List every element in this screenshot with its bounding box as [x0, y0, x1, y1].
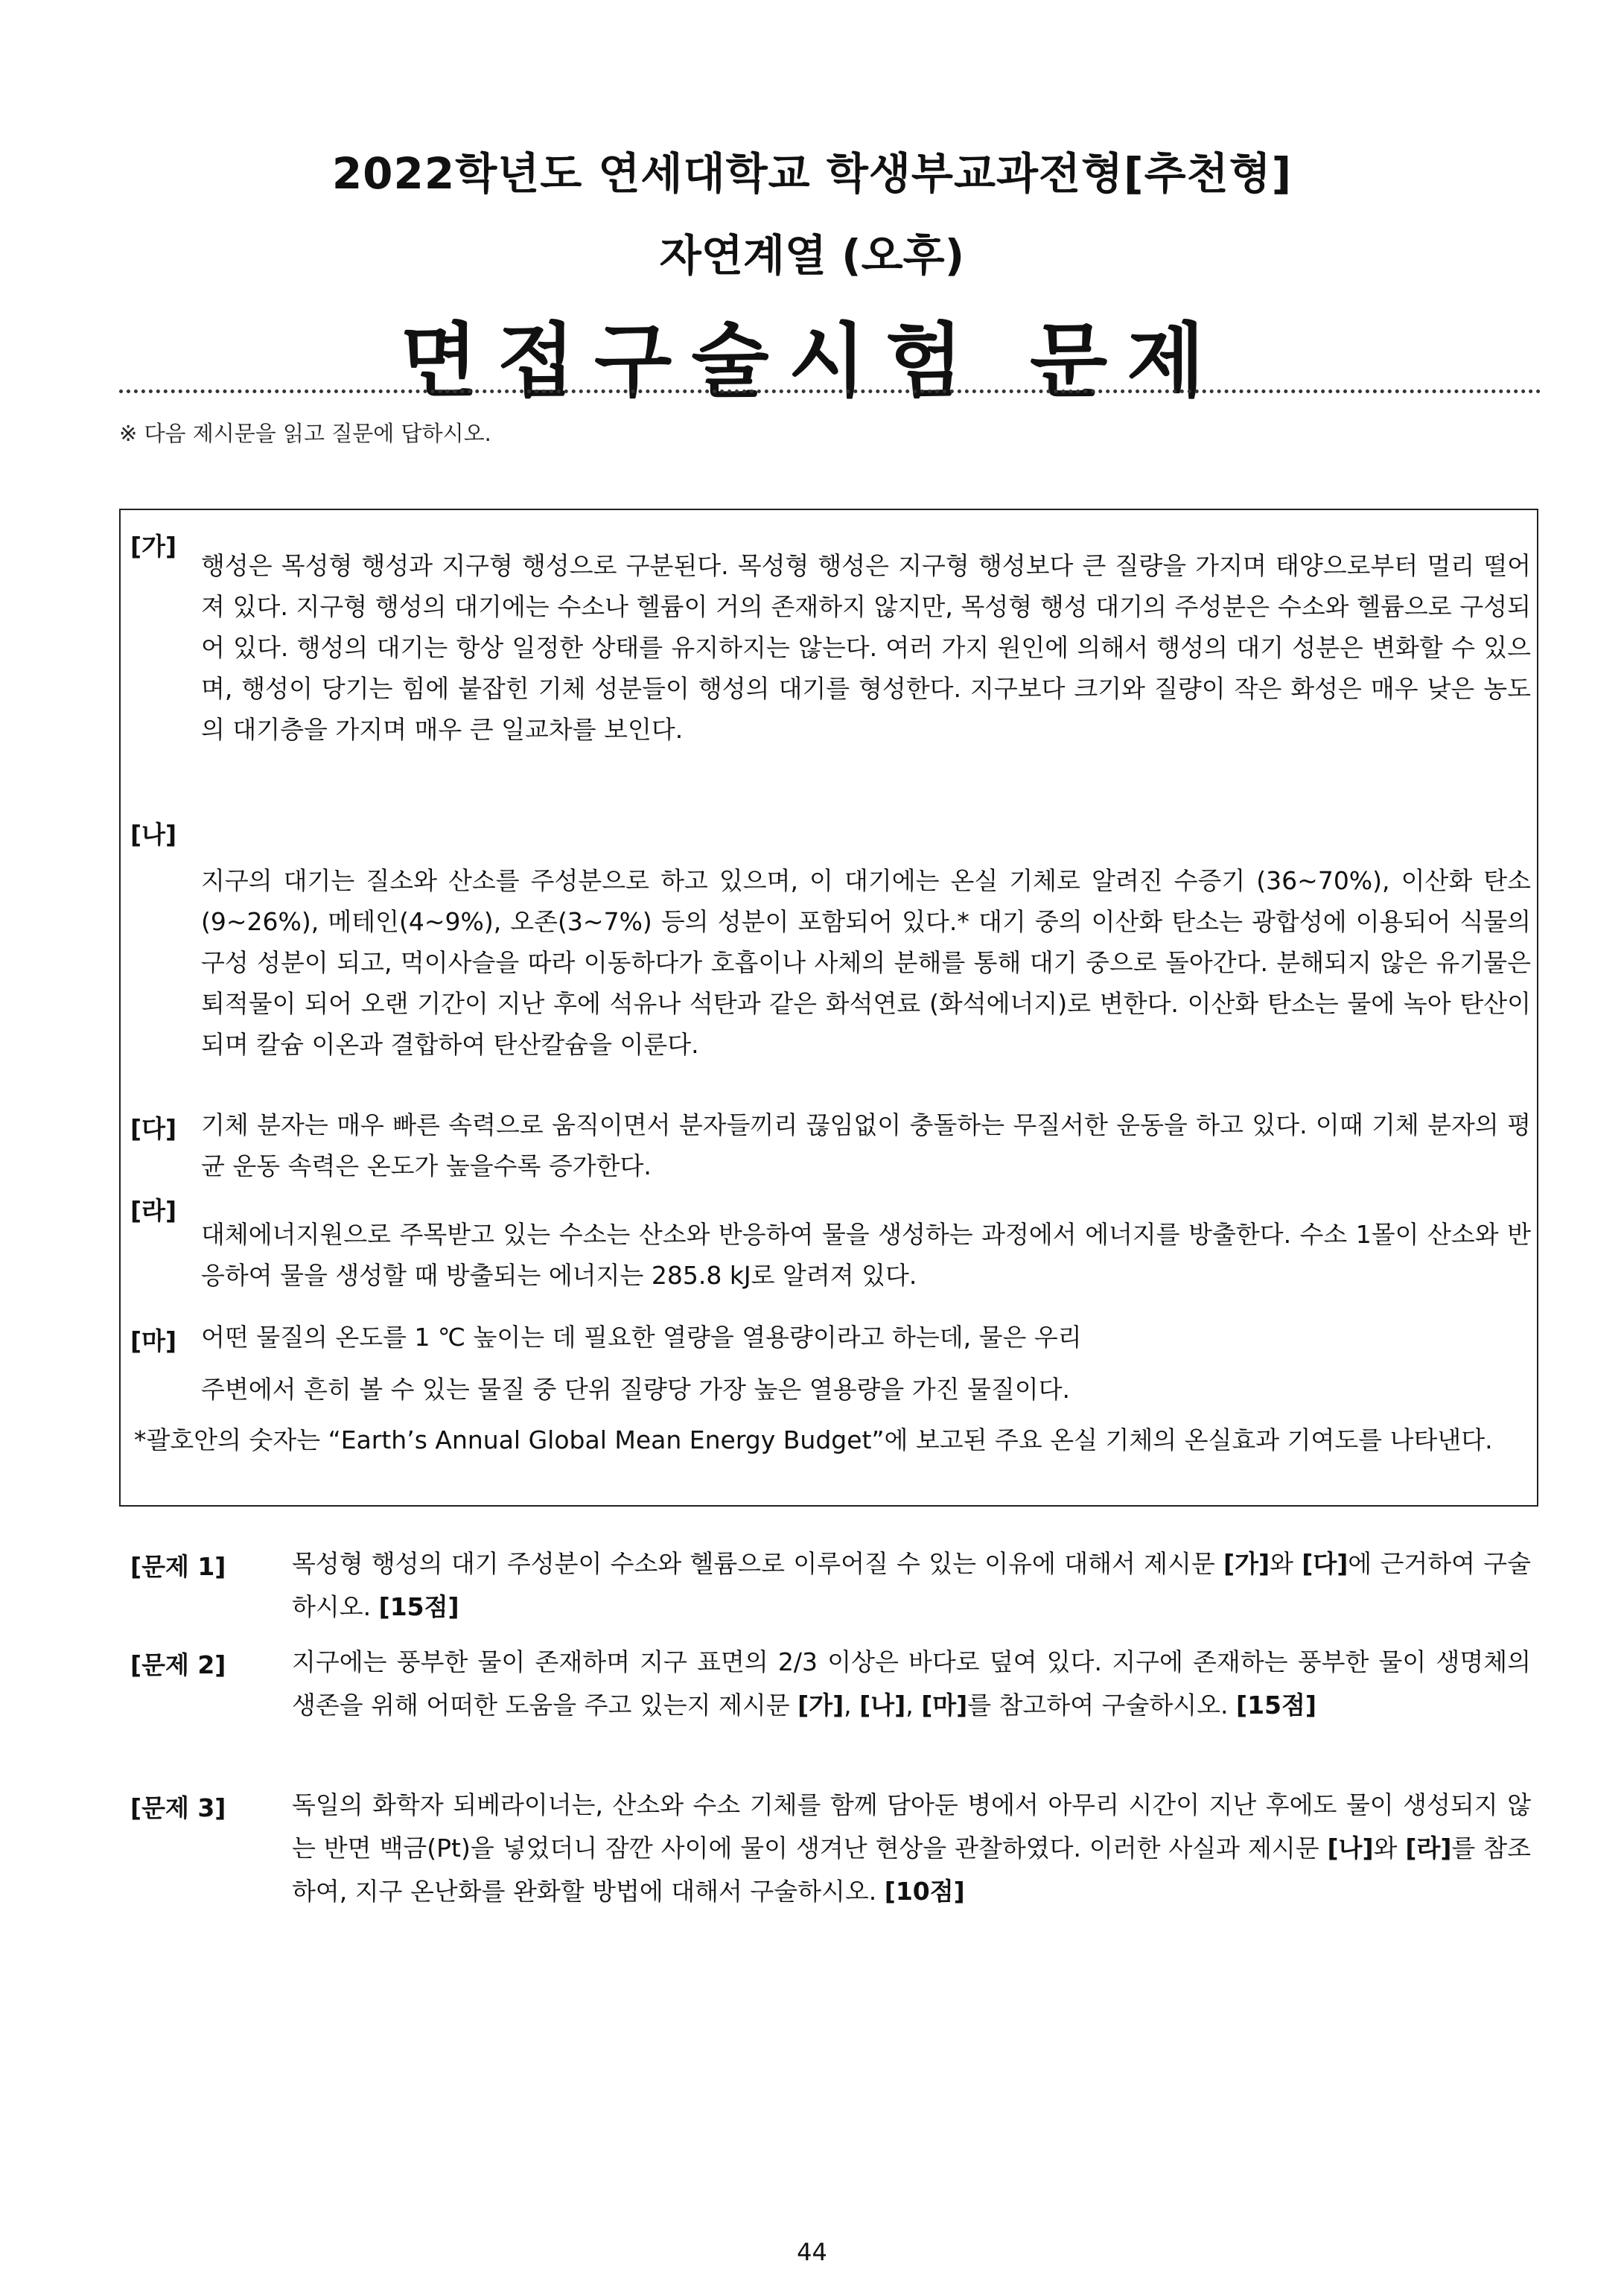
exam-title-line1: 2022학년도 연세대학교 학생부교과전형[추천형]	[331, 148, 1293, 199]
exam-title-line2: 자연계열 (오후)	[659, 230, 965, 281]
passage-label-ga: [가]	[130, 532, 177, 561]
question-2-text: 지구에는 풍부한 물이 존재하며 지구 표면의 2/3 이상은 바다로 덮여 있다. 지구에 존재하는 풍부한 물이 생명체의 생존을 위해 어떠한 도움을 주고 있는지 제시문 [가], [나], [마]를 참고하여 구술하시오. [15점]	[292, 1647, 1531, 1720]
passage-da-text: 기체 분자는 매우 빠른 속력으로 움직이면서 분자들끼리 끊임없이 충돌하는 무질서한 운동을 하고 있다. 이때 기체 분자의 평균 운동 속력은 온도가 높을수록 증가한다.	[201, 1110, 1531, 1180]
passage-ga-text: 행성은 목성형 행성과 지구형 행성으로 구분된다. 목성형 행성은 지구형 행성보다 큰 질량을 가지며 태양으로부터 멀리 떨어져 있다. 지구형 행성의 대기에는 수소나 헬륨이 거의 존재하지 않지만, 목성형 행성 대기의 주성분은 수소와 헬륨으로 구성되어 있다. 행성의 대기는 항상 일정한 상태를 유지하지는 않는다. 여러 가지 원인에 의해서 행성의 대기 성분은 변화할 수 있으며, 행성이 당기는 힘에 붙잡힌 기체 성분들이 행성의 대기를 형성한다. 지구보다 크기와 질량이 작은 화성은 매우 낮은 농도의 대기층을 가지며 매우 큰 일교차를 보인다.	[201, 551, 1531, 744]
question-3-text: 독일의 화학자 되베라이너는, 산소와 수소 기체를 함께 담아둔 병에서 아무리 시간이 지난 후에도 물이 생성되지 않는 반면 백금(Pt)을 넣었더니 잠깐 사이에 물이 생겨난 현상을 관찰하였다. 이러한 사실과 제시문 [나]와 [라]를 참조하여, 지구 온난화를 완화할 방법에 대해서 구술하시오. [10점]	[292, 1790, 1532, 1906]
instruction: ※ 다음 제시문을 읽고 질문에 답하시오.	[119, 421, 491, 446]
question-1-text: 목성형 행성의 대기 주성분이 수소와 헬륨으로 이루어질 수 있는 이유에 대해서 제시문 [가]와 [다]에 근거하여 구술하시오. [15점]	[292, 1549, 1531, 1621]
passage-na-text: 지구의 대기는 질소와 산소를 주성분으로 하고 있으며, 이 대기에는 온실 기체로 알려진 수증기 (36~70%), 이산화 탄소(9~26%), 메테인(4~9%), 오존(3~7%) 등의 성분이 포함되어 있다.* 대기 중의 이산화 탄소는 광합성에 이용되어 식물의 구성 성분이 되고, 먹이사슬을 따라 이동하다가 호흡이나 사체의 분해를 통해 대기 중으로 돌아간다. 분해되지 않은 유기물은 퇴적물이 되어 오랜 기간이 지난 후에 석유나 석탄과 같은 화석연료 (화석에너지)로 변한다. 이산화 탄소는 물에 녹아 탄산이 되며 칼슘 이온과 결합하여 탄산칼슘을 이룬다.	[201, 866, 1531, 1059]
question-1-points: [15점]	[378, 1592, 459, 1621]
page-number: 44	[797, 2238, 827, 2266]
passage-ma-line2: 주변에서 흔히 볼 수 있는 물질 중 단위 질량당 가장 높은 열용량을 가진 물질이다.	[201, 1375, 1070, 1404]
passage-label-ma: [마]	[130, 1326, 177, 1355]
passage-ra-text: 대체에너지원으로 주목받고 있는 수소는 산소와 반응하여 물을 생성하는 과정에서 에너지를 방출한다. 수소 1몰이 산소와 반응하여 물을 생성할 때 방출되는 에너지는 285.8 kJ로 알려져 있다.	[201, 1220, 1531, 1290]
question-2-points: [15점]	[1235, 1691, 1316, 1720]
passage-ma-line1: 어떤 물질의 온도를 1 ℃ 높이는 데 필요한 열량을 열용량이라고 하는데, 물은 우리	[201, 1323, 1082, 1352]
question-2-label: [문제 2]	[130, 1650, 226, 1679]
dotted-divider	[119, 389, 1541, 393]
exam-main-title: 면접구술시험 문제	[400, 315, 1224, 408]
passage-label-da: [다]	[130, 1114, 177, 1143]
question-3-points: [10점]	[884, 1877, 965, 1906]
footnote: *괄호안의 숫자는 “Earth’s Annual Global Mean Energy Budget”에 보고된 주요 온실 기체의 온실효과 기여도를 나타낸다.	[134, 1425, 1493, 1454]
passage-label-na: [나]	[130, 820, 177, 849]
passage-label-ra: [라]	[130, 1196, 177, 1225]
question-1-label: [문제 1]	[130, 1552, 226, 1581]
question-3-label: [문제 3]	[130, 1793, 226, 1822]
